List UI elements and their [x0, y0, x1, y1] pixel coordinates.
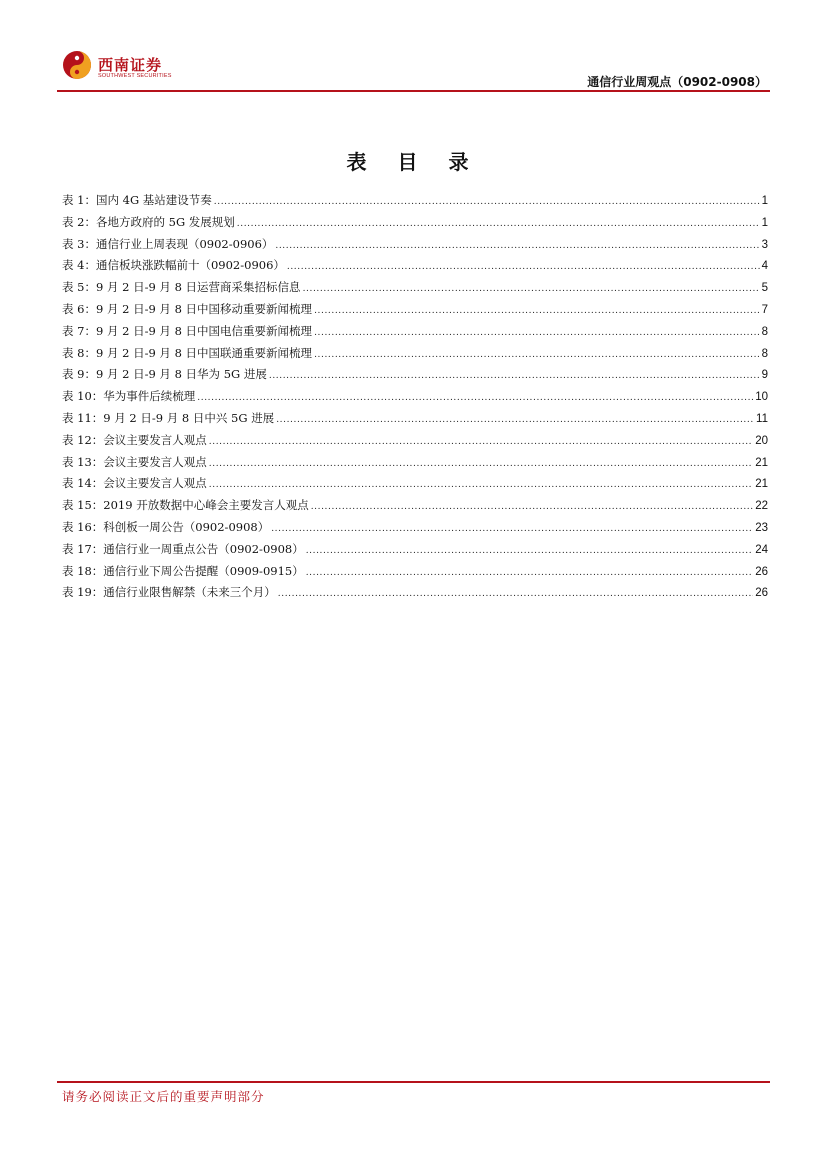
dot-leader: [287, 262, 760, 272]
toc-entry-page: 10: [755, 391, 768, 404]
toc-entry[interactable]: [62, 410, 768, 432]
toc-entry-page: 21: [755, 456, 768, 469]
table-of-contents: [62, 192, 768, 606]
toc-entry[interactable]: [62, 366, 768, 388]
toc-entry[interactable]: [62, 323, 768, 345]
toc-entry-label: 表 8：9 月 2 日-9 月 8 日中国联通重要新闻梳理: [62, 345, 313, 360]
toc-entry-label: 表 5：9 月 2 日-9 月 8 日运营商采集招标信息: [62, 280, 301, 295]
dot-leader: [237, 219, 760, 229]
toc-entry[interactable]: [62, 541, 768, 563]
dot-leader: [209, 459, 753, 469]
toc-entry-label: 表 13：会议主要发言人观点: [62, 454, 207, 469]
disclaimer-note: 请务必阅读正文后的重要声明部分: [62, 1089, 265, 1104]
dot-leader: [276, 415, 754, 425]
dot-leader: [209, 480, 753, 490]
toc-entry-label: 表 18：通信行业下周公告提醒（0909-0915）: [62, 563, 304, 578]
toc-entry-page: 23: [755, 521, 768, 534]
logo-text-en: SOUTHWEST SECURITIES: [98, 73, 172, 79]
dot-leader: [314, 328, 760, 338]
toc-entry-label: 表 17：通信行业一周重点公告（0902-0908）: [62, 541, 304, 556]
dot-leader: [311, 502, 753, 512]
toc-entry-label: 表 7：9 月 2 日-9 月 8 日中国电信重要新闻梳理: [62, 323, 313, 338]
toc-entry[interactable]: [62, 454, 768, 476]
dot-leader: [275, 241, 759, 251]
toc-entry[interactable]: [62, 214, 768, 236]
toc-entry-label: 表 15：2019 开放数据中心峰会主要发言人观点: [62, 498, 309, 513]
toc-entry-label: 表 14：会议主要发言人观点: [62, 476, 207, 491]
company-logo: [62, 50, 182, 84]
toc-entry-page: 1: [761, 216, 768, 229]
toc-entry[interactable]: [62, 563, 768, 585]
toc-entry-page: 8: [761, 347, 768, 360]
dot-leader: [197, 393, 753, 403]
toc-entry[interactable]: [62, 279, 768, 301]
toc-entry-page: 3: [761, 238, 768, 251]
toc-entry[interactable]: [62, 345, 768, 367]
toc-entry-label: 表 10：华为事件后续梳理: [62, 389, 196, 404]
dot-leader: [303, 284, 760, 294]
toc-entry-page: 22: [755, 500, 768, 513]
header-divider: [57, 90, 770, 92]
logo-emblem-icon: [62, 50, 92, 80]
toc-entry-label: 表 2：各地方政府的 5G 发展规划: [62, 214, 235, 229]
toc-entry-page: 7: [761, 303, 768, 316]
toc-entry-page: 11: [756, 412, 768, 425]
dot-leader: [314, 306, 760, 316]
toc-entry-label: 表 12：会议主要发言人观点: [62, 432, 207, 447]
toc-entry-page: 26: [755, 565, 768, 578]
toc-entry[interactable]: [62, 584, 768, 606]
toc-entry[interactable]: [62, 432, 768, 454]
toc-entry-page: 8: [761, 325, 768, 338]
dot-leader: [314, 350, 760, 360]
logo-text-cn: 西南证券: [98, 56, 163, 74]
footer-divider: [57, 1081, 770, 1083]
toc-entry-label: 表 4：通信板块涨跌幅前十（0902-0906）: [62, 258, 285, 273]
dot-leader: [209, 437, 753, 447]
toc-entry-label: 表 9：9 月 2 日-9 月 8 日华为 5G 进展: [62, 367, 267, 382]
dot-leader: [306, 568, 753, 578]
toc-entry[interactable]: [62, 236, 768, 258]
dot-leader: [214, 197, 760, 207]
dot-leader: [306, 546, 753, 556]
toc-entry-page: 26: [755, 587, 768, 600]
toc-entry-page: 20: [755, 434, 768, 447]
toc-entry[interactable]: [62, 301, 768, 323]
toc-entry-label: 表 1：国内 4G 基站建设节奏: [62, 193, 212, 207]
toc-title: 表 目 录: [346, 150, 481, 174]
toc-entry[interactable]: [62, 388, 768, 410]
toc-entry-label: 表 3：通信行业上周表现（0902-0906）: [62, 236, 274, 251]
toc-entry-label: 表 11：9 月 2 日-9 月 8 日中兴 5G 进展: [62, 410, 275, 425]
toc-entry-page: 1: [761, 195, 768, 207]
toc-entry-label: 表 6：9 月 2 日-9 月 8 日中国移动重要新闻梳理: [62, 301, 313, 316]
toc-entry-page: 9: [761, 369, 768, 382]
dot-leader: [278, 589, 753, 599]
toc-entry-page: 21: [755, 478, 768, 491]
toc-entry[interactable]: [62, 519, 768, 541]
toc-entry-page: 5: [761, 282, 768, 295]
report-title: 通信行业周观点（0902-0908）: [587, 75, 767, 89]
toc-entry-page: 24: [755, 543, 768, 556]
toc-entry[interactable]: [62, 257, 768, 279]
toc-entry[interactable]: [62, 497, 768, 519]
toc-entry-label: 表 16：科创板一周公告（0902-0908）: [62, 519, 270, 534]
toc-entry-page: 4: [761, 260, 768, 273]
toc-entry[interactable]: [62, 475, 768, 497]
dot-leader: [271, 524, 753, 534]
toc-entry-label: 表 19：通信行业限售解禁（未来三个月）: [62, 585, 276, 600]
toc-entry[interactable]: [62, 192, 768, 214]
dot-leader: [269, 371, 760, 381]
